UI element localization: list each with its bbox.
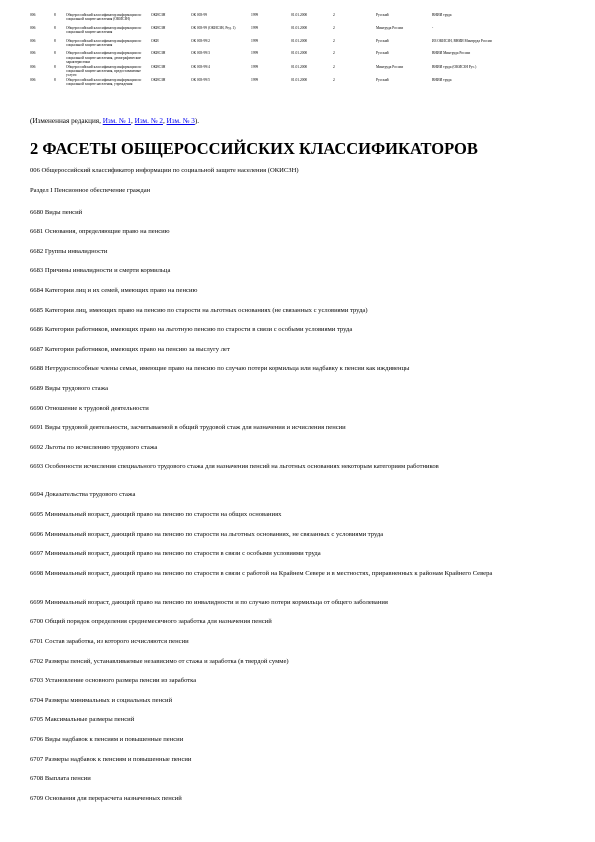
table-cell: Общероссийский классификатор информации по социальной защите населения <box>66 25 142 35</box>
table-cell: ОКИСЗН <box>151 13 166 17</box>
table-cell: 006 <box>30 51 36 56</box>
table-cell: 006 <box>30 64 36 69</box>
facet-line: 6702 Размеры пенсий, устанавливаемые независимо от стажа и заработка (в твердой сумме) <box>30 658 289 665</box>
table-cell: 1999 <box>251 13 259 17</box>
facet-line: 6707 Размеры надбавок к пенсиям и повышенные пенсии <box>30 756 192 763</box>
table-cell: Общероссийский классификатор информации по социальной защите населения (ОКИСЗН) <box>66 13 142 22</box>
facet-line: 6704 Размеры минимальных и социальных пенсий <box>30 697 173 704</box>
table-cell: ОК 003-99 <box>191 13 208 17</box>
facet-line: 6694 Доказательства трудового стажа <box>30 491 136 498</box>
changes-separator: , <box>162 117 167 125</box>
table-cell: 2 <box>333 25 335 30</box>
table-cell: Русский <box>376 77 389 82</box>
table-cell: 01.01.2000 <box>291 25 308 30</box>
section-heading: 2 ФАСЕТЫ ОБЩЕРОССИЙСКИХ КЛАССИФИКАТОРОВ <box>30 139 478 158</box>
facet-line: 6684 Категории лиц и их семей, имеющих право на пенсию <box>30 287 198 294</box>
table-cell: 01.01.2000 <box>291 13 308 17</box>
table-cell: 1999 <box>251 25 259 30</box>
facet-line: 6703 Установление основного размера пенсии из заработка <box>30 677 197 684</box>
table-cell: Русский <box>376 51 389 56</box>
table-cell: ОК 003-99 (ОКИСЗН, Ред. 1) <box>191 25 236 30</box>
change-link-1[interactable]: Изм. № 1 <box>102 117 132 125</box>
facet-line: 6686 Категории работников, имеющих право на льготную пенсию по старости в связи с особыми условиями труда <box>30 326 353 333</box>
changes-separator: , <box>131 117 135 125</box>
table-row <box>30 65 509 78</box>
table-row <box>30 26 509 39</box>
facet-line: 6682 Группы инвалидности <box>30 248 108 255</box>
table-cell: ОК 003-99/4 <box>191 64 210 69</box>
table-cell: 006 <box>30 13 36 17</box>
table-cell: Общероссийский классификатор информации по социальной защите населения <box>66 38 142 47</box>
table-cell: Общероссийский классификатор информации по социальной защите населения, демографические характеристики <box>66 51 142 65</box>
change-link-3[interactable]: Изм. № 3 <box>166 117 195 125</box>
facet-line: 6683 Причины инвалидности и смерти кормильца <box>30 267 171 274</box>
table-cell: Общероссийский классификатор информации по социальной защите населения, учреждения <box>66 77 142 87</box>
facet-line: 6680 Виды пенсий <box>30 209 83 216</box>
table-cell: 2 <box>333 51 335 56</box>
table-cell: Русский <box>376 13 389 17</box>
table-row <box>30 13 509 26</box>
table-cell: 8 <box>54 25 56 30</box>
table-cell: 8 <box>54 38 56 43</box>
table-cell: 8 <box>54 13 56 17</box>
facet-line: 6709 Основания для перерасчета назначенных пенсий <box>30 795 182 802</box>
table-cell: 8 <box>54 77 56 82</box>
table-cell: ОК 003-99/2 <box>191 38 210 43</box>
table-cell: 8 <box>54 64 56 69</box>
changes-note <box>30 117 199 126</box>
table-cell: ОКИСЗН <box>151 25 166 30</box>
table-cell: 8 <box>54 51 56 56</box>
table-cell: 2 <box>333 13 335 17</box>
facet-line: 6701 Состав заработка, из которого исчисляются пенсии <box>30 638 189 645</box>
table-cell: 1999 <box>251 51 259 56</box>
facet-line: 6689 Виды трудового стажа <box>30 385 109 392</box>
table-cell: 01.01.2000 <box>291 51 308 56</box>
table-cell: 01.01.2000 <box>291 77 308 82</box>
facet-line: 6693 Особенности исчисления специального трудового стажа для назначения пенсий на льготных основаниях некоторым категориям работников <box>30 463 439 470</box>
table-cell: ОКИ <box>151 38 159 43</box>
table-cell: Общероссийский классификатор информации по социальной защите населения, предоставляемые услуги <box>66 64 142 78</box>
table-cell: ВНИИ труда (ОКИСЗН Рус.) <box>432 64 477 69</box>
table-cell: Русский <box>376 38 389 43</box>
facet-line: 6696 Минимальный возраст, дающий право на пенсию по старости на льготных основаниях, не связанных с условиями труда <box>30 531 384 538</box>
table-cell: Минтруда России <box>376 64 404 69</box>
facet-line: 6697 Минимальный возраст, дающий право на пенсию по старости в связи с особыми условиями труда <box>30 550 321 557</box>
facet-line: 6700 Общий порядок определения среднемесячного заработка для назначения пенсий <box>30 618 272 625</box>
facet-line: 6708 Выплата пенсии <box>30 775 91 782</box>
table-cell: ВНИИ Минтруда России <box>432 51 471 56</box>
changes-prefix: (Измененная редакция, <box>30 117 103 125</box>
table-row <box>30 51 509 64</box>
register-table-body <box>30 13 509 91</box>
table-cell: ИЗ ОКИСЗН, ВНИИ Минтруда России <box>432 38 492 43</box>
table-cell: 006 <box>30 38 36 43</box>
facet-line: 6699 Минимальный возраст, дающий право на пенсию по инвалидности и по случаю потери кормильца от общего заболевания <box>30 599 388 606</box>
table-cell: 1999 <box>251 77 259 82</box>
table-cell: ОК 003-99/5 <box>191 77 210 82</box>
facet-line: 6706 Виды надбавок к пенсиям и повышенные пенсии <box>30 736 184 743</box>
facet-line: 6698 Минимальный возраст, дающий право на пенсию по старости в связи с работой на Крайнем Севере и в местностях, приравненных к районам Крайнего Севера <box>30 570 493 577</box>
facet-line: 6685 Категории лиц, имеющих право на пенсию по старости на льготных основаниях (не связанных с условиями труда) <box>30 307 368 314</box>
facet-line: 6695 Минимальный возраст, дающий право на пенсию по старости на общих основаниях <box>30 511 282 518</box>
table-row <box>30 39 509 52</box>
table-cell: ВНИИ труда <box>432 77 452 82</box>
table-cell: 2 <box>333 64 335 69</box>
table-cell: 01.01.2000 <box>291 38 308 43</box>
facet-line: 6688 Нетрудоспособные члены семьи, имеющие право на пенсию по случаю потери кормильца или надбавку к пенсии как иждивенцы <box>30 365 410 372</box>
table-cell: ОКИСЗН <box>151 77 166 82</box>
change-link-2[interactable]: Изм. № 2 <box>134 117 163 125</box>
facet-line: 6687 Категории работников, имеющих право на пенсию за выслугу лет <box>30 346 230 353</box>
table-cell: ВНИИ труда <box>432 13 452 17</box>
changes-suffix: ). <box>194 117 200 125</box>
table-cell: 01.01.2000 <box>291 64 308 69</box>
facet-line: 6692 Льготы по исчислению трудового стажа <box>30 444 158 451</box>
facet-line: 6690 Отношение к трудовой деятельности <box>30 405 149 412</box>
table-cell: - <box>432 25 434 30</box>
table-row <box>30 78 509 91</box>
table-cell: 2 <box>333 38 335 43</box>
table-cell: 2 <box>333 77 335 82</box>
table-cell: 006 <box>30 77 36 82</box>
facet-line: 6681 Основания, определяющие право на пенсию <box>30 228 170 235</box>
table-cell: ОКИСЗН <box>151 51 166 56</box>
table-cell: Минтруда России <box>376 25 404 30</box>
classifier-title: 006 Общероссийский классификатор информации по социальной защите населения (ОКИСЗН) <box>30 167 299 174</box>
table-cell: ОКИСЗН <box>151 64 166 69</box>
register-table <box>30 13 509 91</box>
section-title: Раздел I Пенсионное обеспечение граждан <box>30 187 151 194</box>
table-cell: 1999 <box>251 38 259 43</box>
table-cell: ОК 003-99/3 <box>191 51 210 56</box>
facet-line: 6691 Виды трудовой деятельности, засчитываемой в общий трудовой стаж для назначения и исчисления пенсии <box>30 424 346 431</box>
table-cell: 006 <box>30 25 36 30</box>
table-cell: 1999 <box>251 64 259 69</box>
facet-line: 6705 Максимальные размеры пенсий <box>30 716 135 723</box>
